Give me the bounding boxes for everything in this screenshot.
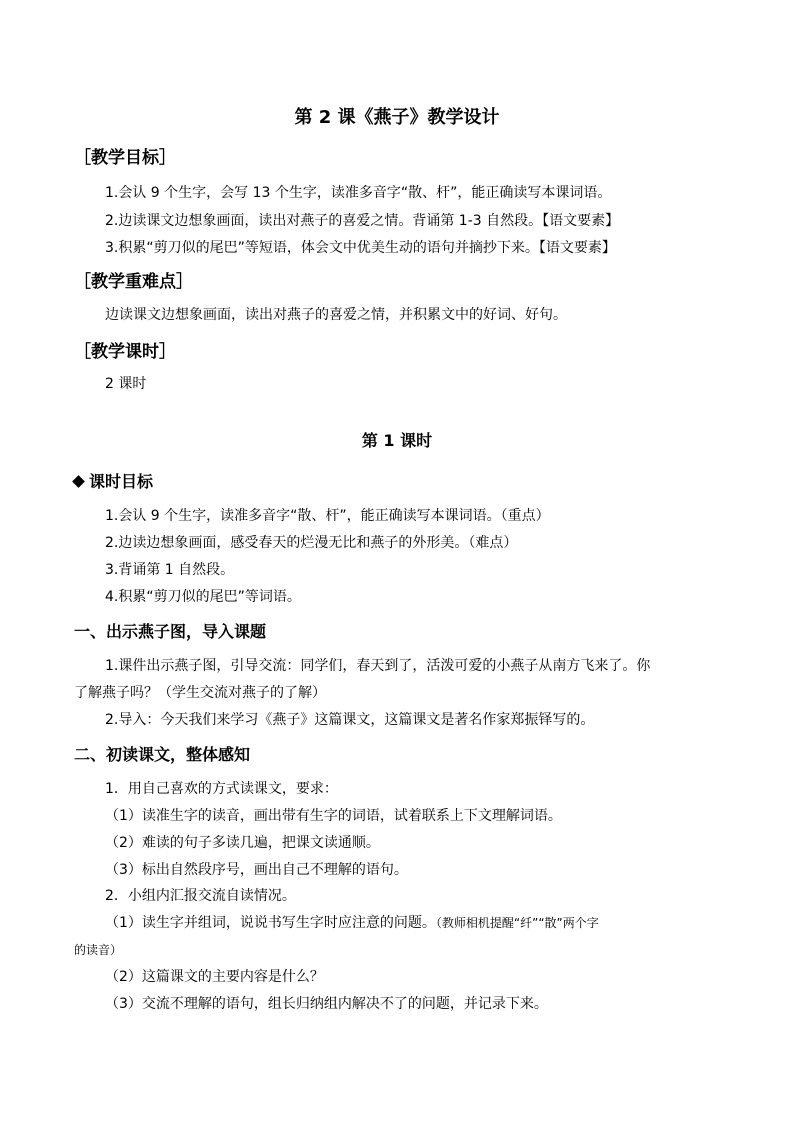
key-points-text: 边读课文边想象画面，读出对燕子的喜爱之情，并积累文中的好词、好句。 [105, 307, 567, 323]
lesson1-goal-1: 1.会认 9 个生字，读准多音字“散、杆”，能正确读写本课词语。（重点） [105, 508, 550, 524]
part2-step-1: 1．用自己喜欢的方式读课文，要求： [105, 781, 338, 797]
part2-step-2-item-1-main: （1）读生字并组词，说说书写生字时应注意的问题。 [105, 915, 436, 931]
lesson1-goal-heading-label: 课时目标 [89, 472, 154, 491]
diamond-bullet-icon [72, 475, 85, 488]
part2-step-2-item-1-note: （教师相机提醒“纤”“散”两个字 [435, 916, 599, 930]
part1-paragraph-2: 2.导入：今天我们来学习《燕子》这篇课文，这篇课文是著名作家郑振铎写的。 [105, 712, 595, 728]
objective-item-3: 3.积累“剪刀似的尾巴”等短语，体会文中优美生动的语句并摘抄下来。【语文要素】 [105, 240, 616, 256]
lesson1-goal-heading [70, 470, 153, 494]
objective-item-2: 2.边读课文边想象画面，读出对燕子的喜爱之情。背诵第 1-3 自然段。【语文要素】 [105, 213, 620, 229]
document-title: 第 2 课《燕子》教学设计 [294, 107, 500, 128]
part1-paragraph-1-line-2: 了解燕子吗？（学生交流对燕子的了解） [74, 685, 326, 701]
part2-step-1-item-3: （3）标出自然段序号，画出自己不理解的语句。 [105, 862, 408, 878]
hours-heading: ［教学课时］ [74, 342, 176, 362]
lesson1-title: 第 1 课时 [361, 431, 433, 450]
part2-step-2-item-1 [105, 913, 599, 933]
key-points-heading: ［教学重难点］ [74, 272, 193, 292]
hours-text: 2 课时 [105, 376, 147, 392]
lesson1-goal-4: 4.积累“剪刀似的尾巴”等词语。 [105, 589, 301, 605]
objectives-heading: ［教学目标］ [74, 148, 176, 168]
part1-heading: 一、出示燕子图，导入课题 [74, 622, 267, 641]
part2-step-1-item-2: （2）难读的句子多读几遍，把课文读通顺。 [105, 835, 380, 851]
part2-step-2-item-1-note-continued: 的读音） [74, 943, 123, 957]
lesson1-goal-3: 3.背诵第 1 自然段。 [105, 562, 235, 578]
part2-step-2-item-3: （3）交流不理解的语句，组长归纳组内解决不了的问题，并记录下来。 [105, 996, 548, 1012]
part2-step-2-item-2: （2）这篇课文的主要内容是什么？ [105, 969, 324, 985]
objective-item-1: 1.会认 9 个生字，会写 13 个生字，读准多音字“散、杆”，能正确读写本课词语。 [105, 185, 612, 201]
part2-heading: 二、初读课文，整体感知 [74, 745, 251, 764]
lesson1-goal-2: 2.边读边想象画面，感受春天的烂漫无比和燕子的外形美。（难点） [105, 535, 518, 551]
part2-step-2: 2．小组内汇报交流自读情况。 [105, 888, 296, 904]
part2-step-1-item-1: （1）读准生字的读音，画出带有生字的词语，试着联系上下文理解词语。 [105, 808, 562, 824]
part1-paragraph-1-line-1: 1.课件出示燕子图，引导交流：同学们，春天到了，活泼可爱的小燕子从南方飞来了。你 [105, 658, 651, 674]
